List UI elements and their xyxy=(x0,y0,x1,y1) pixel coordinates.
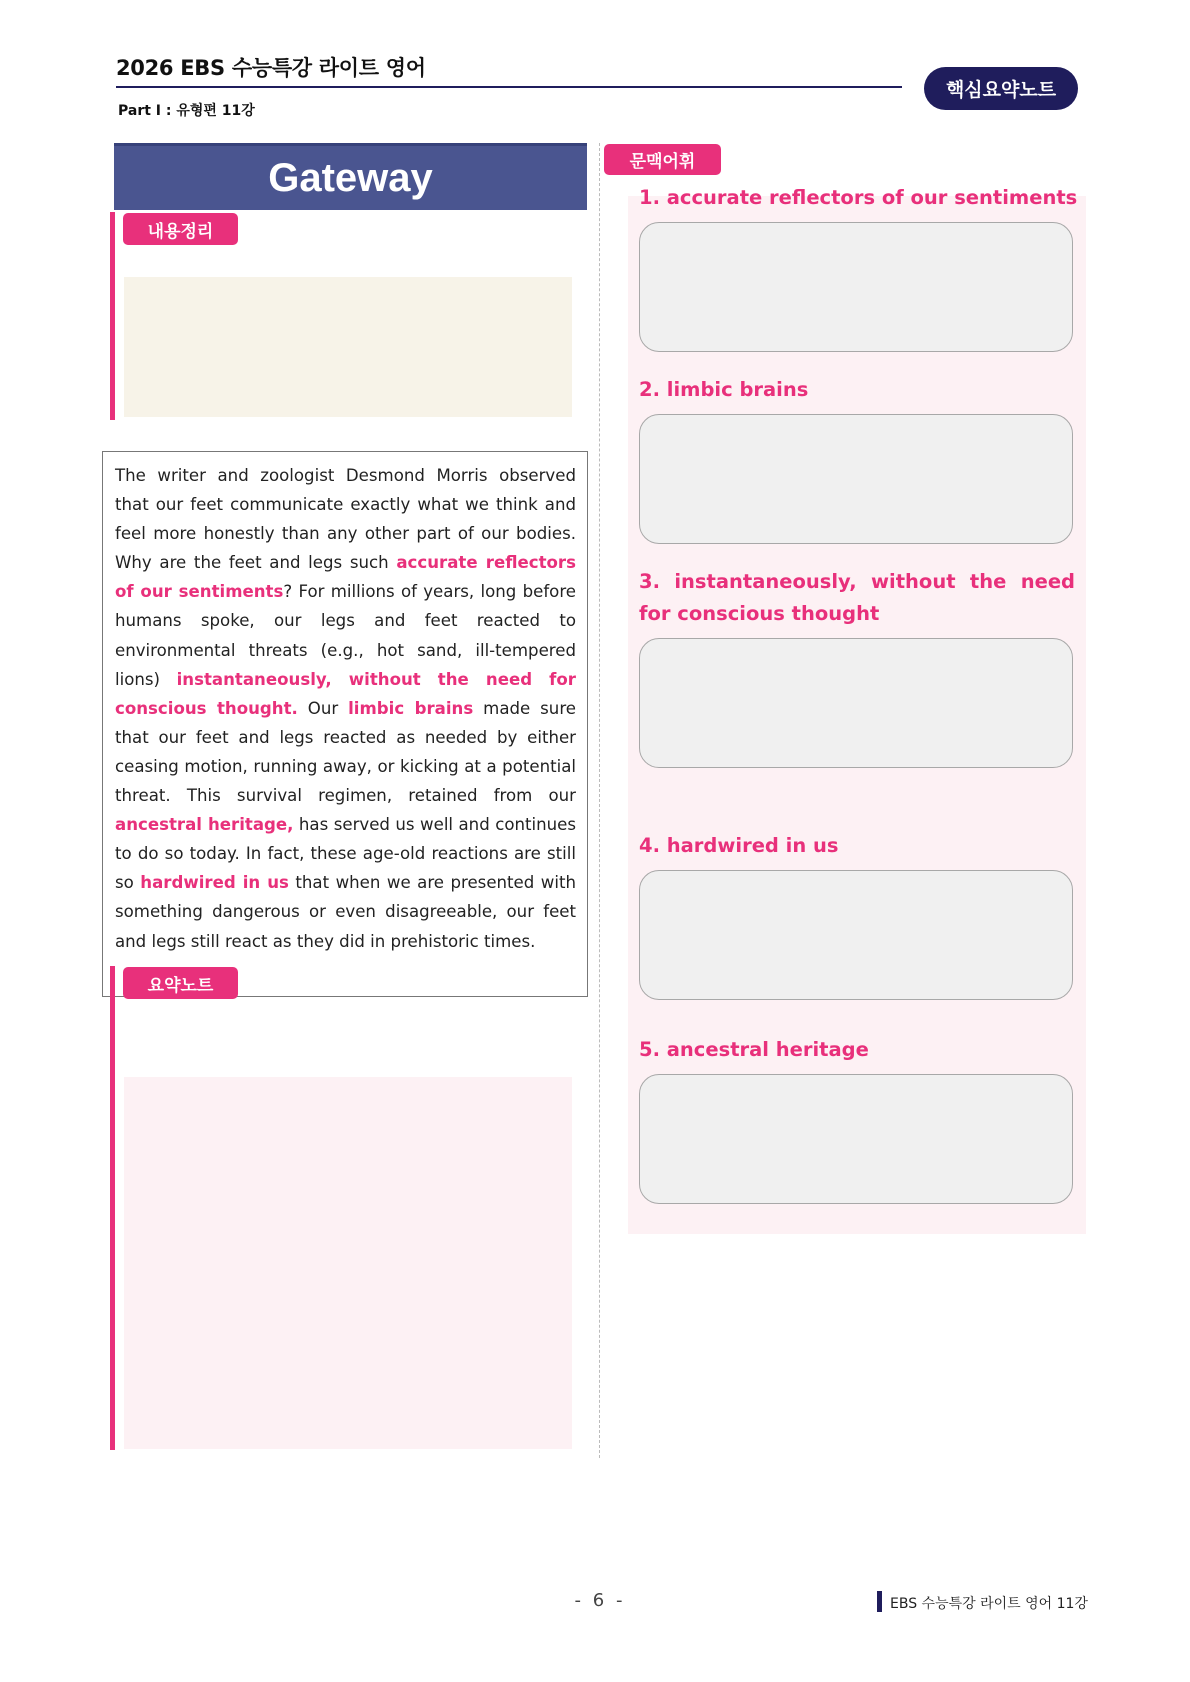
vocab-term: 4. hardwired in us xyxy=(639,834,839,857)
answer-box[interactable] xyxy=(639,1074,1073,1204)
answer-box[interactable] xyxy=(639,414,1073,544)
context-vocab-tag: 문맥어휘 xyxy=(604,144,721,175)
footer-mark xyxy=(877,1591,882,1612)
header-rule xyxy=(116,86,902,88)
passage-text: ? For millions of years, long before humans spoke, our legs and feet reacted to environmental threats (e.g., hot sand, ill-tempered lions) xyxy=(115,582,577,689)
passage-text: has served us well and continues to do so today. In fact, these age-old reactions are still so xyxy=(115,815,576,893)
answer-box[interactable] xyxy=(639,870,1073,1000)
passage-text: Our xyxy=(297,698,349,718)
vocab-item-4 xyxy=(639,830,1075,1000)
summary-note-tag: 요약노트 xyxy=(123,967,238,999)
footer-label: EBS 수능특강 라이트 영어 11강 xyxy=(890,1596,1088,1612)
highlight-phrase: accurate reflectors of our sentiments xyxy=(115,553,576,602)
summary-note-box[interactable] xyxy=(124,1077,572,1449)
part-label: Part Ⅰ : 유형편 11강 xyxy=(118,103,255,119)
column-divider xyxy=(599,143,600,1458)
content-side-bar xyxy=(110,212,115,420)
answer-box[interactable] xyxy=(639,638,1073,768)
passage-text: The writer and zoologist Desmond Morris observed that our feet communicate exactly what we think and feel more honestly than any other part of our bodies. Why are the feet and legs such xyxy=(115,466,576,573)
vocab-item-5 xyxy=(639,1034,1075,1204)
highlight-phrase: hardwired in us xyxy=(140,873,289,893)
page-number: - 6 - xyxy=(574,1590,626,1611)
vocab-item-3 xyxy=(639,566,1075,768)
reading-passage xyxy=(102,451,588,997)
gateway-banner: Gateway xyxy=(114,143,587,210)
vocab-term: 2. limbic brains xyxy=(639,378,809,401)
highlight-phrase: instantaneously, without the need for conscious thought. xyxy=(115,669,576,718)
vocab-item-1 xyxy=(639,182,1078,352)
vocab-term: 3. instantaneously, without the need for conscious thought xyxy=(639,570,1075,625)
highlight-phrase: ancestral heritage, xyxy=(115,815,294,835)
passage-text: made sure that our feet and legs reacted as needed by either ceasing motion, running away, or kicking at a potential threat. This survival regimen, retained from our xyxy=(115,698,576,806)
document-title: 2026 EBS 수능특강 라이트 영어 xyxy=(116,56,426,80)
passage-text: that when we are presented with something dangerous or even disagreeable, our feet and legs still react as they did in prehistoric times. xyxy=(115,873,576,951)
vocab-term: 5. ancestral heritage xyxy=(639,1038,869,1061)
summary-note-badge: 핵심요약노트 xyxy=(924,67,1078,110)
answer-box[interactable] xyxy=(639,222,1073,352)
vocab-item-2 xyxy=(639,374,1075,544)
content-summary-tag: 내용정리 xyxy=(123,213,238,245)
content-summary-box[interactable] xyxy=(124,277,572,417)
summary-side-bar xyxy=(110,966,115,1450)
highlight-phrase: limbic brains xyxy=(348,698,474,718)
vocab-term: 1. accurate reflectors of our sentiments xyxy=(639,186,1078,209)
